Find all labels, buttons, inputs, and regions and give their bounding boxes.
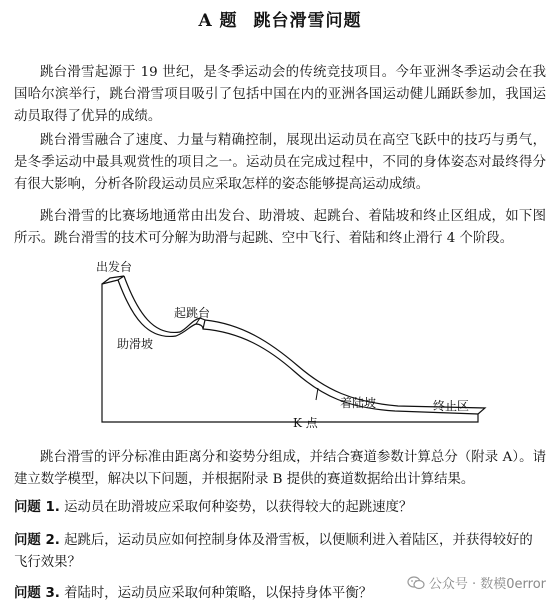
question-1-label: 问题 1. (14, 500, 60, 515)
question-1 (14, 497, 546, 519)
label-takeoff: 起跳台 (174, 306, 211, 320)
question-2-text: 起跳后，运动员应如何控制身体及滑雪板，以便顺利进入着陆区，并获得较好的飞行效果？ (14, 533, 533, 570)
paragraph-intro: 跳台滑雪起源于 19 世纪，是冬季运动会的传统竞技项目。今年亚洲冬季运动会在我国哈尔滨举行，跳台滑雪项目吸引了包括中国在内的亚洲各国运动健儿踊跃参加，我国运动员取得了优异的成绩。 (14, 65, 546, 124)
question-1-text: 运动员在助滑坡应采取何种姿势，以获得较大的起跳速度？ (64, 500, 413, 515)
question-2 (14, 530, 546, 574)
label-start: 出发台 (96, 260, 133, 274)
paragraph-features: 跳台滑雪融合了速度、力量与精确控制，展现出运动员在高空飞跃中的技巧与勇气，是冬季运动中最具观赏性的项目之一。运动员在完成过程中，不同的身体姿态对最终得分有很大影响，分析各阶段运动员应采取怎样的姿态能够提高运动成绩。 (14, 133, 546, 192)
paragraph-venue: 跳台滑雪的比赛场地通常由出发台、助滑坡、起跳台、着陆坡和终止区组成，如下图所示。跳台滑雪的技术可分解为助滑与起跳、空中飞行、着陆和终止滑行 4 个阶段。 (14, 209, 546, 246)
track-surface (124, 276, 485, 414)
wechat-icon (407, 576, 425, 590)
page-title (0, 6, 560, 31)
watermark-text: 公众号 · 数模0error (428, 577, 546, 592)
label-inrun: 助滑坡 (117, 337, 154, 351)
question-3-text: 着陆时，运动员应采取何种策略，以保持身体平衡？ (64, 586, 373, 601)
ski-jump-diagram (90, 258, 510, 438)
title-label: A 题 (198, 11, 238, 31)
paragraph-scoring: 跳台滑雪的评分标准由距离分和姿势分组成，并结合赛道参数计算总分（附录 A）。请建立数学模型，解决以下问题，并根据附录 B 提供的赛道数据给出计算结果。 (14, 450, 546, 487)
label-landing: 着陆坡 (340, 396, 377, 410)
label-kpoint: K 点 (293, 416, 318, 430)
k-point-marker (316, 388, 318, 400)
label-outrun: 终止区 (433, 399, 470, 413)
hill-outline (102, 280, 478, 422)
question-2-label: 问题 2. (14, 533, 60, 548)
title-text: 跳台滑雪问题 (253, 11, 362, 31)
question-3-label: 问题 3. (14, 586, 60, 601)
watermark (407, 573, 546, 592)
